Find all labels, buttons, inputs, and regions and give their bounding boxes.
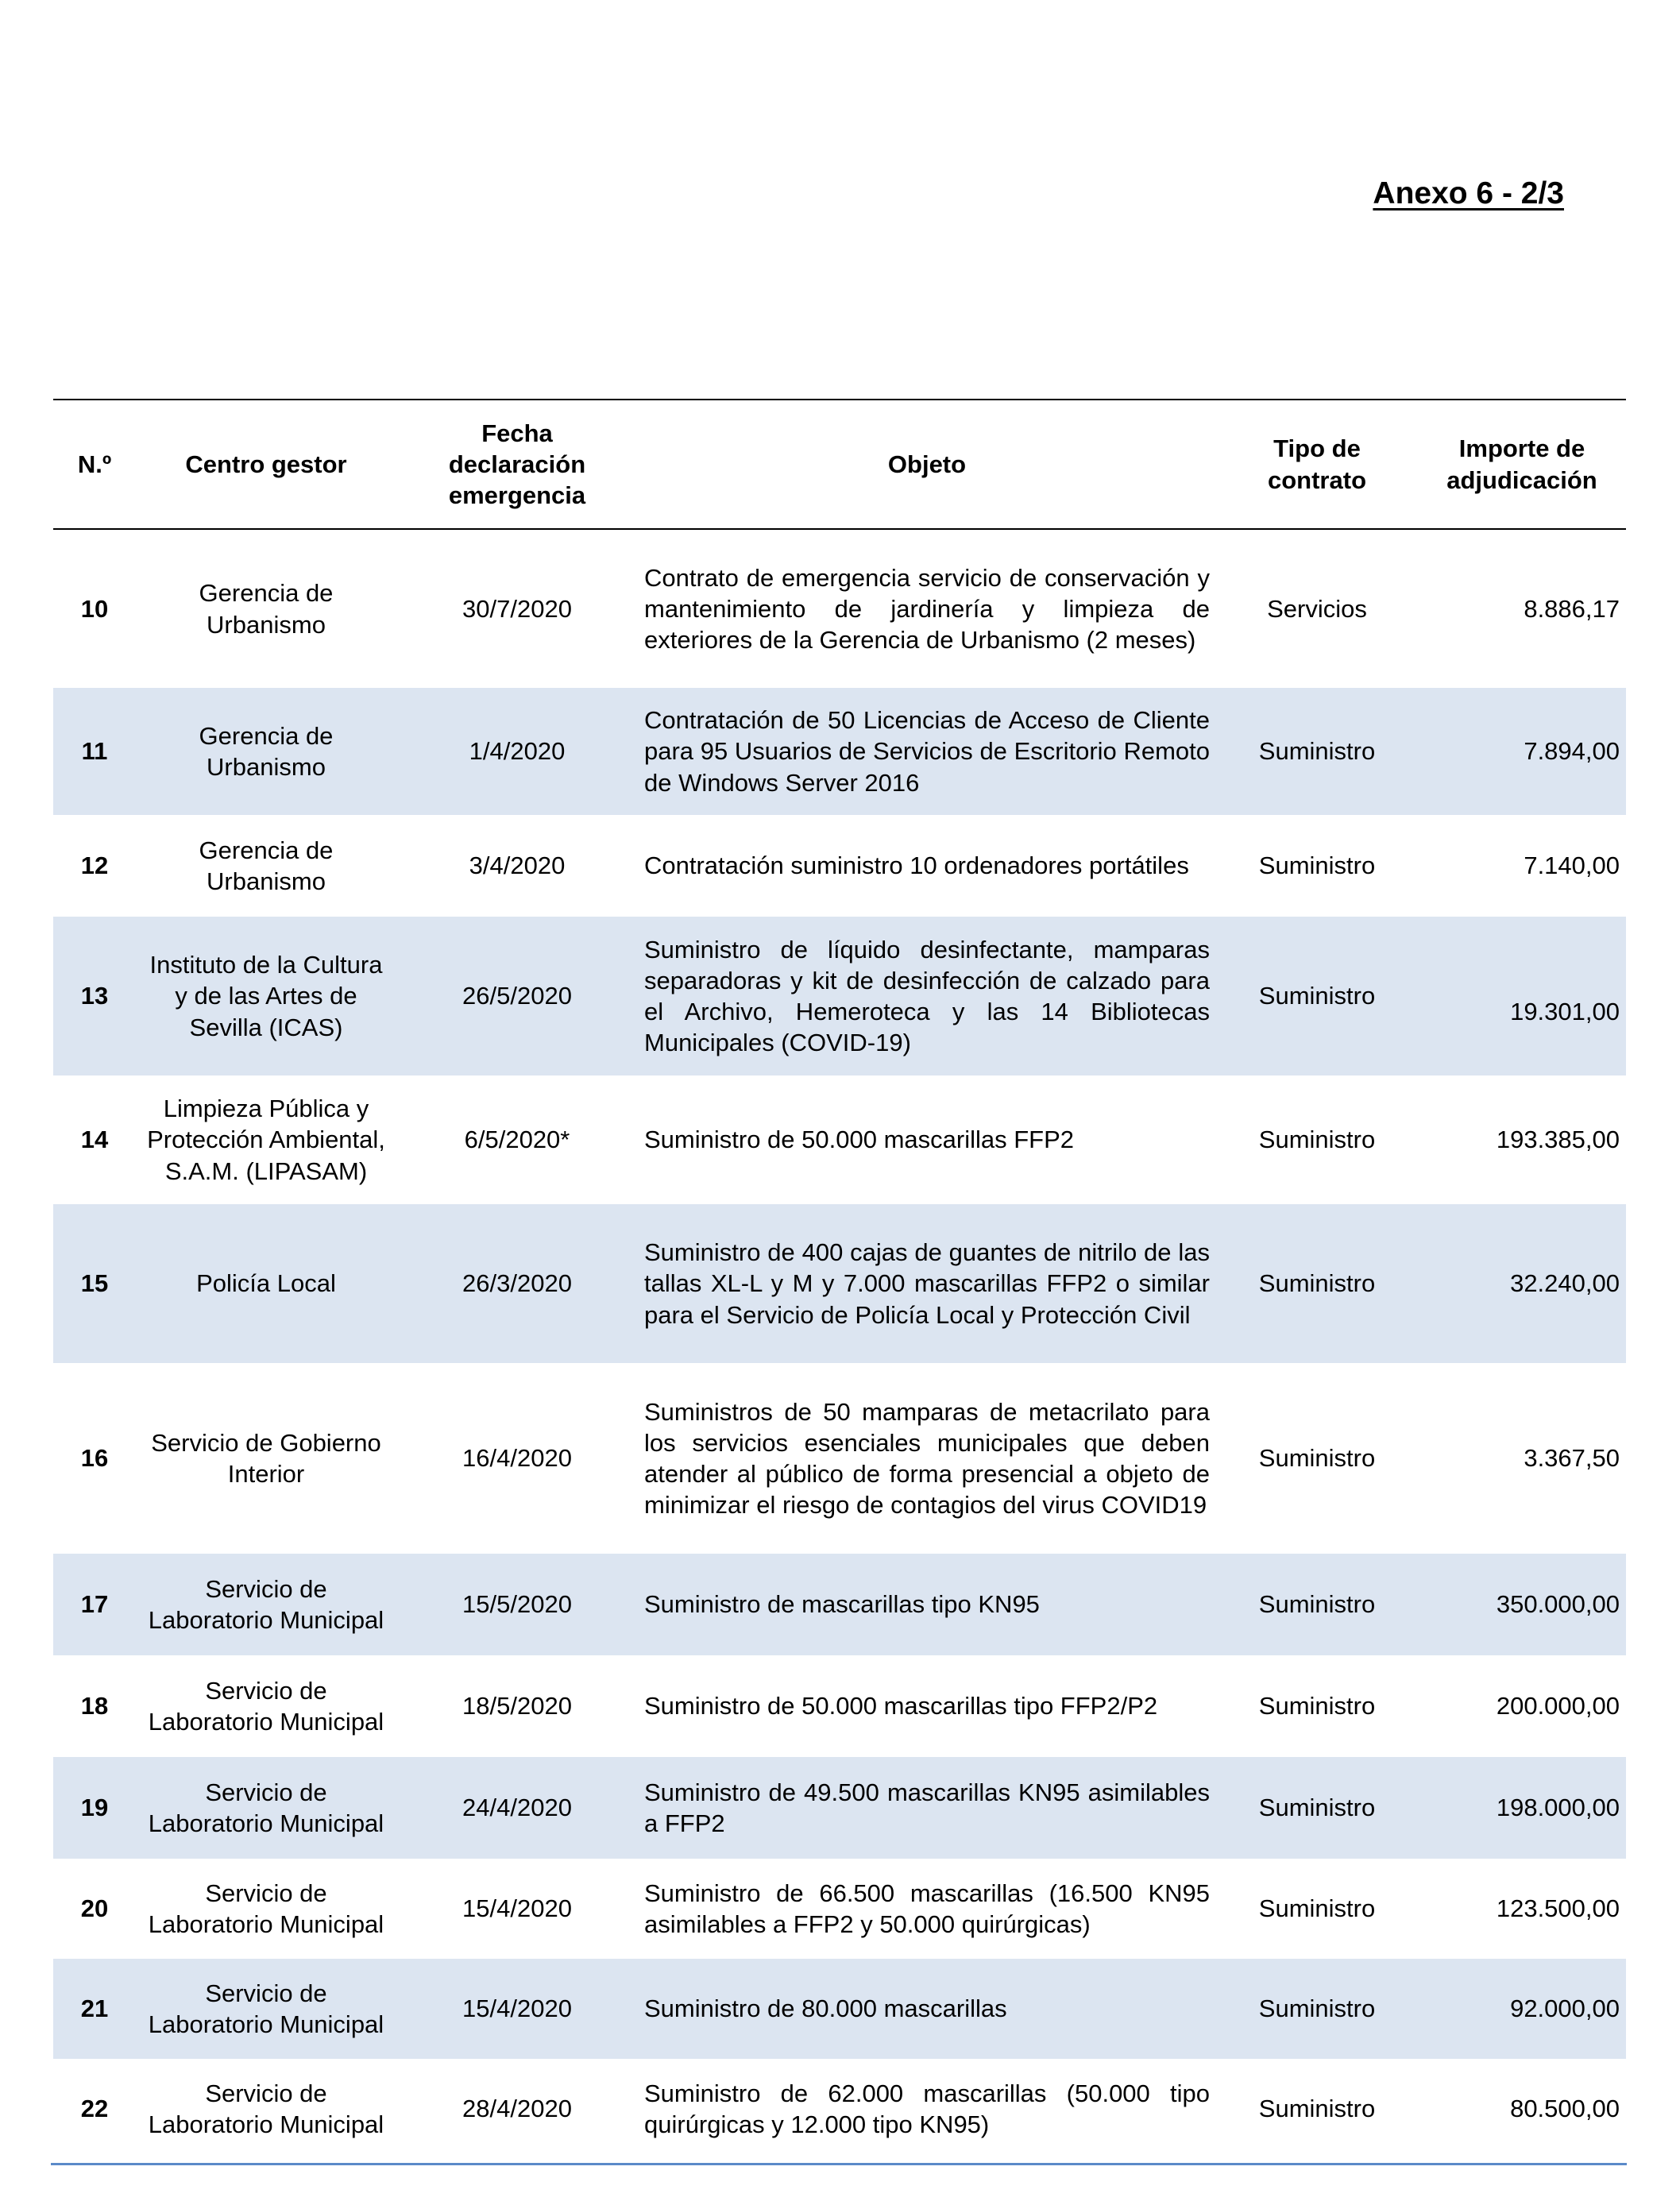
row-objeto: Contratación suministro 10 ordenadores portátiles [644,851,1189,880]
row-importe: 8.886,17 [1524,594,1620,623]
table-row [53,1204,1626,1363]
row-num: 14 [80,1126,109,1154]
row-fecha: 15/4/2020 [396,1959,638,2059]
row-centro-gestor: Servicio de Laboratorio Municipal [148,2079,384,2138]
row-tipo-contrato: Suministro [1216,1204,1418,1363]
header-importe-line2: adjudicación [1446,465,1597,494]
row-centro-gestor: Gerencia de Urbanismo [199,836,334,895]
row-objeto: Contrato de emergencia servicio de conservación y mantenimiento de jardinería y limpieza de exteriores de la Gerencia de Urbanismo (2 meses) [644,563,1210,655]
row-num: 20 [80,1894,109,1923]
row-centro-gestor: Policía Local [136,1204,396,1363]
row-num: 21 [53,1959,136,2059]
table-row [53,1859,1626,1959]
table-row [53,1757,1626,1859]
row-centro-gestor: Gerencia de Urbanismo [136,688,396,815]
table-row [53,815,1626,917]
row-num: 10 [80,594,109,623]
row-importe: 7.140,00 [1524,851,1620,880]
row-num: 22 [80,2095,109,2123]
row-objeto: Suministro de 50.000 mascarillas FFP2 [644,1126,1075,1154]
row-tipo-contrato: Suministro [1258,851,1376,880]
row-importe: 198.000,00 [1418,1757,1626,1859]
row-fecha: 3/4/2020 [469,851,566,880]
row-importe: 200.000,00 [1496,1692,1620,1720]
row-objeto: Suministro de mascarillas tipo KN95 [638,1554,1216,1655]
row-tipo-contrato: Suministro [1216,1554,1418,1655]
row-tipo-contrato: Suministro [1258,1444,1376,1473]
row-fecha: 28/4/2020 [462,2095,572,2123]
row-tipo-contrato: Suministro [1258,1894,1376,1923]
row-objeto: Contratación de 50 Licencias de Acceso de Cliente para 95 Usuarios de Servicios de Escritorio Remoto de Windows Server 2016 [638,688,1216,815]
row-centro-gestor: Servicio de Gobierno Interior [151,1428,381,1488]
row-importe: 350.000,00 [1418,1554,1626,1655]
row-tipo-contrato: Suministro [1216,688,1418,815]
header-importe-line1: Importe de [1458,434,1585,463]
row-importe: 193.385,00 [1496,1126,1620,1154]
row-centro-gestor: Servicio de Laboratorio Municipal [148,1676,384,1736]
row-importe: 7.894,00 [1418,688,1626,815]
row-importe: 32.240,00 [1418,1204,1626,1363]
table-body [53,529,1626,2159]
row-tipo-contrato: Suministro [1258,1126,1376,1154]
row-objeto: Suministro de líquido desinfectante, mamparas separadoras y kit de desinfección de calzado para el Archivo, Hemeroteca y las 14 Bibliotecas Municipales (COVID-19) [638,917,1216,1075]
row-num: 13 [53,917,136,1075]
row-centro-gestor: Gerencia de Urbanismo [199,579,334,639]
table-row [53,1363,1626,1554]
row-objeto: Suministro de 400 cajas de guantes de nitrilo de las tallas XL-L y M y 7.000 mascarillas FFP2 o similar para el Servicio de Policía Local y Protección Civil [638,1204,1216,1363]
bottom-divider [51,2163,1627,2165]
row-centro-gestor: Limpieza Pública y Protección Ambiental, S.A.M. (LIPASAM) [147,1095,385,1185]
row-importe: 92.000,00 [1418,1959,1626,2059]
row-tipo-contrato: Suministro [1258,1692,1376,1720]
row-objeto: Suministro de 80.000 mascarillas [638,1959,1216,2059]
header-tipo: Tipo de contrato [1216,400,1418,529]
row-objeto: Suministro de 66.500 mascarillas (16.500 KN95 asimilables a FFP2 y 50.000 quirúrgicas) [644,1879,1210,1938]
table-row [53,529,1626,688]
row-fecha: 18/5/2020 [462,1692,572,1720]
header-centro-gestor: Centro gestor [136,400,396,529]
row-centro-gestor: Servicio de Laboratorio Municipal [136,1959,396,2059]
row-fecha: 6/5/2020* [464,1126,570,1154]
row-fecha: 16/4/2020 [462,1444,572,1473]
row-importe: 80.500,00 [1510,2095,1620,2123]
row-fecha: 30/7/2020 [462,594,572,623]
header-fecha: Fecha declaración emergencia [396,400,638,529]
row-objeto: Suministro de 50.000 mascarillas tipo FFP2/P2 [644,1692,1158,1720]
row-importe: 123.500,00 [1496,1894,1620,1923]
table-row [53,1554,1626,1655]
header-objeto: Objeto [638,400,1216,529]
table-row [53,1075,1626,1204]
row-num: 18 [80,1692,109,1720]
table-row [53,2059,1626,2159]
row-fecha: 15/5/2020 [396,1554,638,1655]
table-row [53,1959,1626,2059]
row-num: 11 [53,688,136,815]
row-tipo-contrato: Suministro [1216,1959,1418,2059]
row-tipo-contrato: Suministro [1216,917,1418,1075]
row-centro-gestor: Servicio de Laboratorio Municipal [136,1554,396,1655]
table-row [53,917,1626,1075]
row-centro-gestor: Instituto de la Cultura y de las Artes de Sevilla (ICAS) [136,917,396,1075]
table-row [53,688,1626,815]
row-fecha: 26/5/2020 [396,917,638,1075]
row-fecha: 1/4/2020 [396,688,638,815]
row-fecha: 26/3/2020 [396,1204,638,1363]
row-importe: 19.301,00 [1418,917,1626,1075]
row-fecha: 24/4/2020 [396,1757,638,1859]
table-header-row [53,400,1626,529]
row-num: 15 [53,1204,136,1363]
row-centro-gestor: Servicio de Laboratorio Municipal [136,1757,396,1859]
contracts-table [53,399,1626,2159]
row-objeto: Suministro de 49.500 mascarillas KN95 asimilables a FFP2 [638,1757,1216,1859]
row-fecha: 15/4/2020 [462,1894,572,1923]
row-objeto: Suministros de 50 mamparas de metacrilato para los servicios esenciales municipales que deben atender al público de forma presencial a objeto de minimizar el riesgo de contagios del virus COVID19 [644,1397,1210,1520]
row-objeto: Suministro de 62.000 mascarillas (50.000 tipo quirúrgicas y 12.000 tipo KN95) [644,2079,1210,2138]
header-importe [1418,400,1626,529]
row-tipo-contrato: Servicios [1267,594,1367,623]
row-tipo-contrato: Suministro [1216,1757,1418,1859]
row-importe: 3.367,50 [1524,1444,1620,1473]
table-row [53,1655,1626,1757]
row-num: 12 [80,851,109,880]
header-num: N.º [53,400,136,529]
row-num: 16 [80,1444,109,1473]
row-num: 19 [53,1757,136,1859]
row-centro-gestor: Servicio de Laboratorio Municipal [148,1879,384,1938]
annex-title: Anexo 6 - 2/3 [1373,176,1564,210]
row-tipo-contrato: Suministro [1258,2095,1376,2123]
row-num: 17 [53,1554,136,1655]
